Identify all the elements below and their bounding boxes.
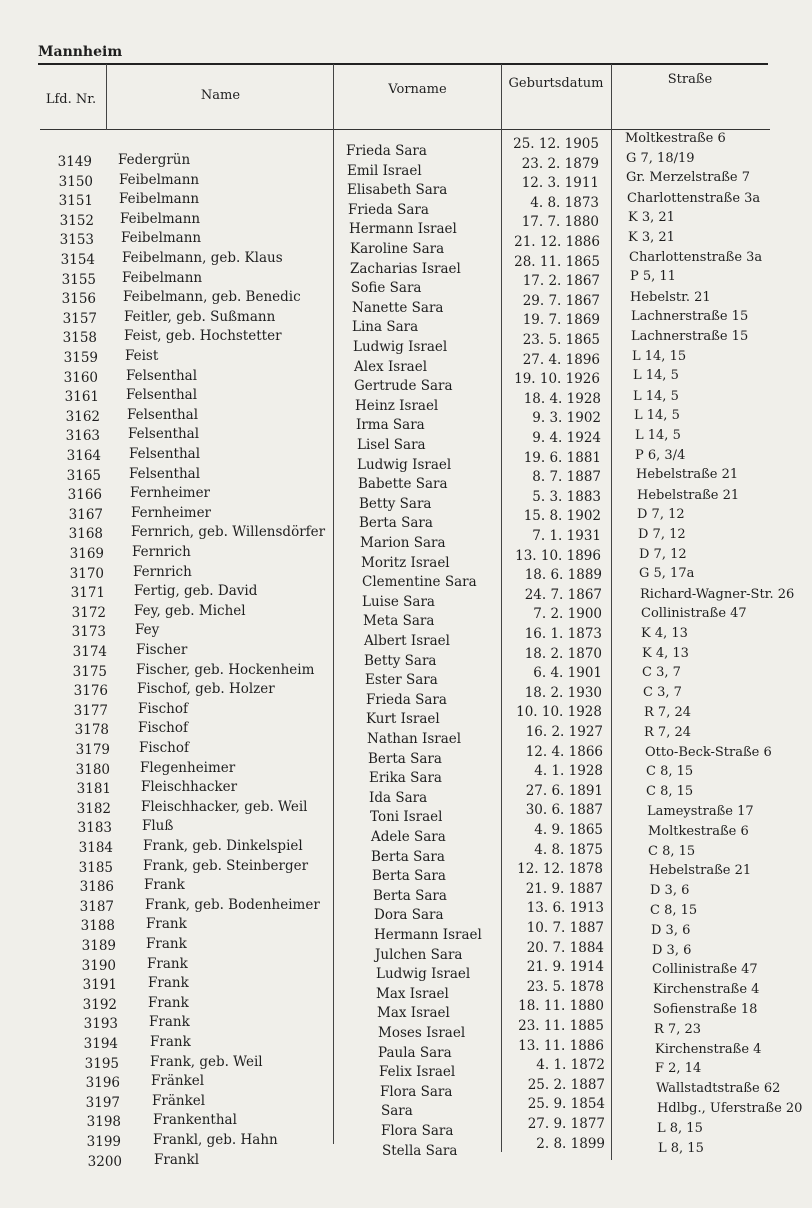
cell-nr: 3158 xyxy=(62,330,97,346)
cell-nr: 3155 xyxy=(61,272,96,288)
cell-vorname: Irma Sara xyxy=(356,417,425,433)
cell-vorname: Clementine Sara xyxy=(362,574,477,590)
cell-vorname: Ludwig Israel xyxy=(376,966,471,982)
cell-vorname: Albert Israel xyxy=(364,633,450,649)
cell-strasse: C 8, 15 xyxy=(648,844,696,859)
cell-vorname: Flora Sara xyxy=(381,1123,454,1139)
cell-vorname: Gertrude Sara xyxy=(354,378,453,394)
cell-nr: 3169 xyxy=(69,546,104,562)
cell-strasse: Wallstadtstraße 62 xyxy=(656,1081,781,1096)
cell-geburtsdatum: 4. 8. 1873 xyxy=(530,195,599,211)
cell-name: Fleischhacker, geb. Weil xyxy=(141,799,308,815)
cell-strasse: Gr. Merzelstraße 7 xyxy=(626,170,750,185)
cell-vorname: Berta Sara xyxy=(373,888,447,904)
cell-name: Feibelmann xyxy=(119,172,200,188)
top-rule xyxy=(38,63,768,65)
cell-nr: 3168 xyxy=(68,526,103,542)
cell-geburtsdatum: 24. 7. 1867 xyxy=(524,587,602,603)
cell-strasse: Otto-Beck-Straße 6 xyxy=(645,745,772,760)
cell-nr: 3183 xyxy=(77,820,112,836)
cell-strasse: Hdlbg., Uferstraße 20 xyxy=(657,1101,803,1116)
cell-vorname: Sofie Sara xyxy=(351,280,422,296)
cell-strasse: R 7, 23 xyxy=(654,1022,701,1037)
cell-strasse: Lachnerstraße 15 xyxy=(631,329,749,344)
table-row xyxy=(0,1136,812,1170)
cell-nr: 3182 xyxy=(76,801,111,817)
cell-strasse: Charlottenstraße 3a xyxy=(627,191,761,206)
cell-vorname: Julchen Sara xyxy=(375,947,463,963)
cell-name: Fernrich xyxy=(133,564,192,580)
cell-geburtsdatum: 18. 2. 1930 xyxy=(524,685,602,701)
cell-nr: 3152 xyxy=(59,213,94,229)
cell-geburtsdatum: 16. 2. 1927 xyxy=(525,724,603,740)
cell-geburtsdatum: 23. 5. 1878 xyxy=(526,979,604,995)
cell-strasse: L 14, 5 xyxy=(633,389,679,404)
cell-nr: 3166 xyxy=(67,487,102,503)
cell-strasse: K 3, 21 xyxy=(628,210,675,225)
cell-vorname: Betty Sara xyxy=(364,653,437,669)
cell-strasse: C 8, 15 xyxy=(646,784,694,799)
cell-vorname: Hermann Israel xyxy=(349,221,457,237)
cell-geburtsdatum: 19. 6. 1881 xyxy=(523,450,601,466)
cell-nr: 3180 xyxy=(75,762,110,778)
cell-strasse: L 14, 5 xyxy=(634,408,680,423)
cell-strasse: Kirchenstraße 4 xyxy=(653,982,760,997)
cell-strasse: L 8, 15 xyxy=(657,1121,703,1136)
cell-vorname: Babette Sara xyxy=(358,476,448,492)
cell-geburtsdatum: 12. 4. 1866 xyxy=(525,744,603,760)
cell-name: Fischof xyxy=(138,720,188,736)
cell-nr: 3196 xyxy=(85,1075,120,1091)
cell-name: Frank xyxy=(150,1034,191,1050)
cell-vorname: Luise Sara xyxy=(362,594,435,610)
cell-vorname: Paula Sara xyxy=(378,1045,452,1061)
cell-vorname: Kurt Israel xyxy=(366,711,440,727)
cell-geburtsdatum: 10. 10. 1928 xyxy=(516,704,602,720)
cell-strasse: Sofienstraße 18 xyxy=(653,1002,758,1017)
cell-geburtsdatum: 23. 5. 1865 xyxy=(522,332,600,348)
column-header-strasse: Straße xyxy=(667,72,713,87)
cell-nr: 3200 xyxy=(87,1154,122,1170)
cell-name: Frankl xyxy=(154,1152,200,1168)
cell-strasse: C 3, 7 xyxy=(643,685,682,700)
cell-nr: 3151 xyxy=(58,193,93,209)
cell-geburtsdatum: 28. 11. 1865 xyxy=(514,254,600,270)
cell-vorname: Berta Sara xyxy=(359,515,433,531)
cell-vorname: Frieda Sara xyxy=(348,202,429,218)
cell-vorname: Lisel Sara xyxy=(357,437,426,453)
cell-geburtsdatum: 23. 11. 1885 xyxy=(518,1018,604,1034)
cell-name: Frank xyxy=(146,916,187,932)
cell-nr: 3163 xyxy=(65,428,100,444)
cell-name: Fränkel xyxy=(151,1073,205,1089)
cell-vorname: Flora Sara xyxy=(380,1084,453,1100)
cell-name: Felsenthal xyxy=(128,426,200,442)
cell-vorname: Frieda Sara xyxy=(346,143,427,159)
cell-vorname: Elisabeth Sara xyxy=(347,182,448,198)
cell-geburtsdatum: 18. 4. 1928 xyxy=(523,391,601,407)
cell-nr: 3156 xyxy=(61,291,96,307)
cell-name: Fränkel xyxy=(152,1093,206,1109)
cell-strasse: G 5, 17a xyxy=(639,566,695,581)
cell-nr: 3192 xyxy=(82,997,117,1013)
cell-geburtsdatum: 30. 6. 1887 xyxy=(525,802,603,818)
cell-vorname: Felix Israel xyxy=(379,1064,456,1080)
cell-nr: 3162 xyxy=(65,409,100,425)
cell-nr: 3159 xyxy=(63,350,98,366)
cell-vorname: Frieda Sara xyxy=(366,692,447,708)
cell-strasse: L 14, 5 xyxy=(635,428,681,443)
cell-name: Fey, geb. Michel xyxy=(134,603,246,619)
cell-geburtsdatum: 20. 7. 1884 xyxy=(526,940,604,956)
cell-geburtsdatum: 17. 7. 1880 xyxy=(521,214,599,230)
cell-strasse: K 3, 21 xyxy=(628,230,675,245)
cell-strasse: P 6, 3/4 xyxy=(635,448,686,463)
cell-vorname: Max Israel xyxy=(377,1005,450,1021)
cell-geburtsdatum: 16. 1. 1873 xyxy=(524,626,602,642)
cell-geburtsdatum: 13. 10. 1896 xyxy=(515,548,601,564)
cell-strasse: D 3, 6 xyxy=(652,943,692,958)
cell-name: Federgrün xyxy=(118,152,191,168)
cell-vorname: Hermann Israel xyxy=(374,927,482,943)
cell-strasse: D 7, 12 xyxy=(637,507,685,522)
cell-strasse: Richard-Wagner-Str. 26 xyxy=(640,587,795,602)
cell-vorname: Ester Sara xyxy=(365,672,438,688)
cell-geburtsdatum: 23. 2. 1879 xyxy=(521,156,599,172)
cell-vorname: Adele Sara xyxy=(371,829,446,845)
cell-geburtsdatum: 27. 4. 1896 xyxy=(522,352,600,368)
cell-vorname: Ludwig Israel xyxy=(357,457,452,473)
cell-nr: 3150 xyxy=(58,174,93,190)
cell-geburtsdatum: 7. 1. 1931 xyxy=(532,528,601,544)
cell-name: Frank xyxy=(146,936,187,952)
cell-geburtsdatum: 18. 11. 1880 xyxy=(518,998,604,1014)
cell-nr: 3184 xyxy=(78,840,113,856)
cell-geburtsdatum: 4. 9. 1865 xyxy=(534,822,603,838)
cell-geburtsdatum: 25. 2. 1887 xyxy=(527,1077,605,1093)
column-header-name: Name xyxy=(200,88,241,103)
cell-nr: 3199 xyxy=(86,1134,121,1150)
cell-geburtsdatum: 8. 7. 1887 xyxy=(532,469,601,485)
cell-vorname: Alex Israel xyxy=(354,359,428,375)
cell-vorname: Berta Sara xyxy=(368,751,442,767)
cell-nr: 3194 xyxy=(83,1036,118,1052)
cell-vorname: Emil Israel xyxy=(347,163,422,179)
column-header-geburtsdatum: Geburtsdatum xyxy=(508,76,604,91)
cell-vorname: Heinz Israel xyxy=(355,398,439,414)
cell-geburtsdatum: 4. 1. 1928 xyxy=(534,763,603,779)
cell-name: Fluß xyxy=(142,818,174,834)
cell-strasse: K 4, 13 xyxy=(641,626,688,641)
cell-nr: 3164 xyxy=(66,448,101,464)
cell-vorname: Lina Sara xyxy=(352,319,419,335)
cell-name: Frank, geb. Bodenheimer xyxy=(145,897,320,913)
cell-strasse: Charlottenstraße 3a xyxy=(629,250,763,265)
cell-strasse: Moltkestraße 6 xyxy=(625,131,726,146)
cell-geburtsdatum: 12. 12. 1878 xyxy=(517,861,603,877)
cell-name: Feibelmann, geb. Benedic xyxy=(123,289,301,305)
cell-strasse: K 4, 13 xyxy=(642,646,689,661)
cell-nr: 3190 xyxy=(81,958,116,974)
cell-name: Flegenheimer xyxy=(140,760,236,776)
cell-geburtsdatum: 21. 12. 1886 xyxy=(514,234,600,250)
cell-geburtsdatum: 18. 6. 1889 xyxy=(524,567,602,583)
cell-geburtsdatum: 12. 3. 1911 xyxy=(521,175,599,191)
cell-vorname: Betty Sara xyxy=(359,496,432,512)
cell-geburtsdatum: 25. 9. 1854 xyxy=(527,1096,605,1112)
cell-geburtsdatum: 15. 8. 1902 xyxy=(523,508,601,524)
cell-geburtsdatum: 6. 4. 1901 xyxy=(533,665,602,681)
cell-vorname: Marion Sara xyxy=(360,535,446,551)
cell-name: Feibelmann xyxy=(119,191,200,207)
cell-name: Fertig, geb. David xyxy=(134,583,258,599)
cell-nr: 3175 xyxy=(72,664,107,680)
cell-vorname: Berta Sara xyxy=(372,868,446,884)
cell-strasse: Hebelstr. 21 xyxy=(630,290,711,305)
cell-strasse: Moltkestraße 6 xyxy=(648,824,749,839)
cell-nr: 3174 xyxy=(72,644,107,660)
cell-nr: 3181 xyxy=(76,781,111,797)
cell-name: Frank, geb. Dinkelspiel xyxy=(143,838,303,854)
cell-nr: 3185 xyxy=(78,860,113,876)
header-rule xyxy=(40,129,770,130)
cell-strasse: Hebelstraße 21 xyxy=(637,488,740,503)
cell-geburtsdatum: 19. 7. 1869 xyxy=(522,312,600,328)
cell-nr: 3188 xyxy=(80,918,115,934)
cell-geburtsdatum: 9. 4. 1924 xyxy=(532,430,601,446)
cell-name: Frankenthal xyxy=(153,1112,237,1128)
cell-nr: 3171 xyxy=(70,585,105,601)
cell-vorname: Moritz Israel xyxy=(361,555,450,571)
cell-strasse: Lameystraße 17 xyxy=(647,804,754,819)
cell-vorname: Ida Sara xyxy=(369,790,428,806)
cell-geburtsdatum: 19. 10. 1926 xyxy=(514,371,600,387)
cell-nr: 3176 xyxy=(73,683,108,699)
cell-nr: 3179 xyxy=(75,742,110,758)
cell-name: Felsenthal xyxy=(129,446,201,462)
cell-geburtsdatum: 21. 9. 1887 xyxy=(525,881,603,897)
cell-strasse: P 5, 11 xyxy=(630,269,676,284)
cell-nr: 3149 xyxy=(57,154,92,170)
cell-strasse: Collinistraße 47 xyxy=(652,962,758,977)
cell-geburtsdatum: 27. 6. 1891 xyxy=(525,783,603,799)
cell-name: Frank xyxy=(147,956,188,972)
cell-geburtsdatum: 7. 2. 1900 xyxy=(533,606,602,622)
cell-name: Felsenthal xyxy=(127,407,199,423)
cell-name: Felsenthal xyxy=(129,466,201,482)
cell-name: Feibelmann xyxy=(122,270,203,286)
cell-nr: 3178 xyxy=(74,722,109,738)
cell-nr: 3173 xyxy=(71,624,106,640)
cell-strasse: F 2, 14 xyxy=(655,1061,702,1076)
cell-name: Fischof xyxy=(138,701,188,717)
cell-vorname: Erika Sara xyxy=(369,770,442,786)
cell-nr: 3191 xyxy=(82,977,117,993)
cell-vorname: Dora Sara xyxy=(374,907,444,923)
cell-nr: 3167 xyxy=(68,507,103,523)
cell-nr: 3198 xyxy=(86,1114,121,1130)
cell-name: Fernrich xyxy=(132,544,191,560)
cell-vorname: Nanette Sara xyxy=(352,300,444,316)
cell-geburtsdatum: 2. 8. 1899 xyxy=(536,1136,605,1152)
cell-name: Felsenthal xyxy=(126,387,198,403)
cell-strasse: D 3, 6 xyxy=(650,883,690,898)
cell-strasse: Hebelstraße 21 xyxy=(636,467,739,482)
cell-vorname: Nathan Israel xyxy=(367,731,462,747)
cell-name: Fischer, geb. Hockenheim xyxy=(136,662,315,678)
city-heading: Mannheim xyxy=(38,44,123,60)
cell-name: Feitler, geb. Sußmann xyxy=(124,309,276,325)
cell-nr: 3186 xyxy=(79,879,114,895)
cell-nr: 3160 xyxy=(63,370,98,386)
cell-nr: 3153 xyxy=(59,232,94,248)
column-header-vorname: Vorname xyxy=(388,82,447,97)
cell-name: Fernrich, geb. Willensdörfer xyxy=(131,524,326,540)
cell-strasse: R 7, 24 xyxy=(644,725,691,740)
cell-strasse: D 3, 6 xyxy=(651,923,691,938)
cell-name: Fernheimer xyxy=(131,505,212,521)
column-divider xyxy=(106,64,107,130)
cell-nr: 3161 xyxy=(64,389,99,405)
cell-strasse: G 7, 18/19 xyxy=(626,151,695,166)
cell-strasse: Kirchenstraße 4 xyxy=(655,1042,762,1057)
cell-nr: 3170 xyxy=(69,566,104,582)
cell-vorname: Meta Sara xyxy=(363,613,435,629)
cell-strasse: C 8, 15 xyxy=(646,764,694,779)
cell-strasse: Collinistraße 47 xyxy=(641,606,747,621)
cell-strasse: R 7, 24 xyxy=(644,705,691,720)
cell-name: Feist xyxy=(125,348,159,364)
cell-name: Fernheimer xyxy=(130,485,211,501)
cell-geburtsdatum: 4. 1. 1872 xyxy=(536,1057,605,1073)
cell-strasse: D 7, 12 xyxy=(639,547,687,562)
cell-geburtsdatum: 9. 3. 1902 xyxy=(532,410,601,426)
cell-geburtsdatum: 4. 8. 1875 xyxy=(534,842,603,858)
cell-strasse: L 8, 15 xyxy=(658,1141,704,1156)
cell-name: Fey xyxy=(135,622,160,638)
cell-name: Frank xyxy=(149,1014,190,1030)
cell-nr: 3172 xyxy=(71,605,106,621)
cell-strasse: L 14, 5 xyxy=(633,368,679,383)
cell-name: Frank xyxy=(144,877,185,893)
cell-strasse: Hebelstraße 21 xyxy=(649,863,752,878)
cell-nr: 3197 xyxy=(85,1095,120,1111)
cell-vorname: Zacharias Israel xyxy=(350,261,461,277)
cell-name: Feibelmann, geb. Klaus xyxy=(122,250,283,266)
cell-name: Fischof, geb. Holzer xyxy=(137,681,275,697)
cell-geburtsdatum: 18. 2. 1870 xyxy=(524,646,602,662)
cell-nr: 3157 xyxy=(62,311,97,327)
column-header-nr: Lfd. Nr. xyxy=(45,92,97,107)
cell-vorname: Sara xyxy=(381,1103,413,1119)
cell-geburtsdatum: 13. 11. 1886 xyxy=(518,1038,604,1054)
cell-name: Fleischhacker xyxy=(141,779,238,795)
cell-nr: 3154 xyxy=(60,252,95,268)
cell-name: Frank, geb. Weil xyxy=(150,1054,263,1070)
cell-name: Feibelmann xyxy=(120,211,201,227)
cell-geburtsdatum: 5. 3. 1883 xyxy=(532,489,601,505)
cell-name: Frankl, geb. Hahn xyxy=(153,1132,278,1148)
cell-name: Felsenthal xyxy=(126,368,198,384)
cell-strasse: L 14, 15 xyxy=(632,349,687,364)
cell-geburtsdatum: 27. 9. 1877 xyxy=(527,1116,605,1132)
cell-vorname: Max Israel xyxy=(376,986,449,1002)
cell-nr: 3195 xyxy=(84,1056,119,1072)
cell-name: Frank xyxy=(148,995,189,1011)
cell-strasse: C 8, 15 xyxy=(650,903,698,918)
cell-name: Fischer xyxy=(136,642,188,658)
cell-geburtsdatum: 17. 2. 1867 xyxy=(522,273,600,289)
cell-strasse: C 3, 7 xyxy=(642,665,681,680)
cell-nr: 3177 xyxy=(73,703,108,719)
cell-vorname: Toni Israel xyxy=(370,809,443,825)
cell-vorname: Karoline Sara xyxy=(350,241,445,257)
cell-geburtsdatum: 29. 7. 1867 xyxy=(522,293,600,309)
cell-name: Feist, geb. Hochstetter xyxy=(124,328,282,344)
cell-vorname: Berta Sara xyxy=(371,849,445,865)
cell-name: Feibelmann xyxy=(121,230,202,246)
cell-nr: 3165 xyxy=(66,468,101,484)
cell-geburtsdatum: 25. 12. 1905 xyxy=(513,136,599,152)
cell-name: Fischof xyxy=(139,740,189,756)
cell-strasse: Lachnerstraße 15 xyxy=(631,309,749,324)
cell-strasse: D 7, 12 xyxy=(638,527,686,542)
cell-vorname: Moses Israel xyxy=(378,1025,466,1041)
cell-geburtsdatum: 21. 9. 1914 xyxy=(526,959,604,975)
cell-name: Frank, geb. Steinberger xyxy=(143,858,309,874)
cell-nr: 3187 xyxy=(79,899,114,915)
cell-geburtsdatum: 10. 7. 1887 xyxy=(526,920,604,936)
cell-vorname: Stella Sara xyxy=(382,1143,458,1159)
cell-name: Frank xyxy=(148,975,189,991)
cell-geburtsdatum: 13. 6. 1913 xyxy=(526,900,604,916)
cell-vorname: Ludwig Israel xyxy=(353,339,448,355)
cell-nr: 3189 xyxy=(81,938,116,954)
cell-nr: 3193 xyxy=(83,1016,118,1032)
